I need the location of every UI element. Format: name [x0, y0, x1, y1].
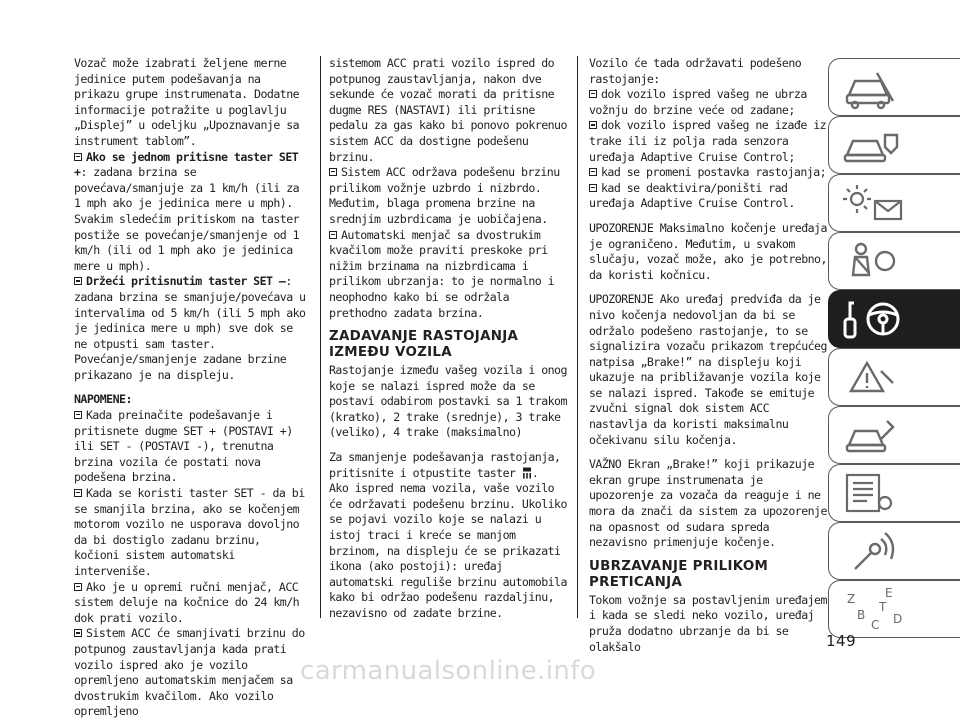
tab-car-dashboard[interactable] — [828, 58, 960, 116]
note-item — [74, 486, 310, 580]
index-letter: D — [893, 612, 903, 626]
note-text: Sistem ACC će smanjivati brzinu do potpunog zaustavljanja kada prati vozilo ispred ako je vozilo opremljeno automatskim menjačem sa dvostrukim kvačilom. Ako vozilo opremljeno — [74, 626, 305, 719]
tab-index[interactable] — [828, 580, 960, 638]
bullet-icon — [589, 121, 597, 129]
service-wrench-car-icon — [841, 413, 901, 459]
paragraph-no-vehicle: Ako ispred nema vozila, vaše vozilo će održavati podešenu brzinu. Ukoliko se pojavi vozilo koje se nalazi u istoj traci i kreće se manjom brzinom, na displeju će se prikazati ikona (ako postoji): uređaj automatski reguliše brzinu automobila kako bi održao podešenu razdaljinu, nezavisno od zadate brzine. — [329, 481, 567, 620]
car-dashboard-icon — [841, 65, 901, 111]
tab-warning-lights[interactable] — [828, 174, 960, 232]
note-text: Kada se koristi taster SET - da bi se smanjila brzina, ako se kočenjem motorom vozilo ne usporava dovoljno da bi dostiglo zadanu brzinu, kočioni sistem automatski interveniše. — [74, 486, 305, 578]
text-column-1 — [74, 56, 310, 720]
bullet-icon — [589, 90, 597, 98]
paragraph-overtaking: Tokom vožnje sa postavljenim uređajem i kada se sledi neko vozilo, uređaj pruža dodatno ubrzanje da bi se olakšalo — [589, 592, 827, 654]
bullet-icon — [74, 277, 82, 285]
section-heading-overtaking: UBRZAVANJE PRILIKOM PRETICANJA — [589, 558, 769, 590]
bullet-set-plus — [74, 150, 310, 275]
paragraph-maintain: Vozilo će tada održavati podešeno rastojanje: — [589, 56, 802, 86]
emergency-triangle-wrench-icon — [841, 355, 901, 401]
bullet-item — [329, 165, 569, 227]
bullet-item — [589, 165, 827, 181]
bullet-text: dok vozilo ispred vašeg ne izađe iz trake ili iz polja rada senzora uređaja Adaptive Cruise Control; — [589, 118, 827, 164]
index-letter: Z — [847, 592, 856, 606]
warning-braking: UPOZORENJE Maksimalno kočenje uređaja je ograničeno. Međutim, u svakom slučaju, vozač može, ako je potrebno, da koristi kočnicu. — [589, 220, 827, 282]
bullet-head: Držeći pritisnutim taster SET – — [86, 274, 286, 289]
bullet-text: dok vozilo ispred vašeg ne ubrza vožnju do brzine veće od zadane; — [589, 87, 807, 117]
distance-button-icon — [522, 467, 532, 479]
tab-seatbelt-airbag[interactable] — [828, 232, 960, 290]
index-letter: C — [871, 618, 880, 632]
tab-technical-data[interactable] — [828, 464, 960, 522]
bullet-text: : zadana brzina se smanjuje/povećava u intervalima od 5 km/h (ili 5 mph ako je jedinica mere u mph) sve dok se ne otpusti sam taster. Povećanje/smanjenje zadane brzine prikazano je na displeju. — [74, 274, 306, 382]
warning-lights-envelope-icon — [841, 181, 911, 227]
paragraph-units: Vozač može izabrati željene merne jedinice putem podešavanja na prikazu grupe instrumenata. Dodatne informacije potražite u poglavlju „Displej” u odeljku „Upoznavanje sa instrument tablom”. — [74, 56, 300, 148]
bullet-icon — [74, 489, 82, 497]
column-divider — [577, 56, 578, 618]
page-number: 149 — [826, 632, 857, 650]
warning-brake-display: UPOZORENJE Ako uređaj predviđa da je nivo kočenja nedovoljan da bi se održalo podešeno rastojanje, to se signalizira vozaču prikazom trepćućeg natpisa „Brake!” na displeju koji ukazuje na približavanje vozila koje se nalazi ispred. Takođe se emituje zvučni signal dok sistem ACC nastavlja da koristi maksimalnu očekivanu silu kočenja. — [589, 292, 827, 447]
important-note: VAŽNO Ekran „Brake!” koji prikazuje ekran grupe instrumenata je upozorenje za vozača da reaguje i ne mora da znači da sistem za upozorenje na opasnost od sudara spreda nezavisno primenjuje kočenje. — [589, 457, 827, 550]
section-heading-distance: ZADAVANJE RASTOJANJA IZMEĐU VOZILA — [329, 329, 519, 361]
bullet-icon — [74, 411, 82, 419]
tab-multimedia[interactable] — [828, 522, 960, 580]
bullet-item — [589, 87, 827, 118]
bullet-icon — [589, 184, 597, 192]
paragraph-distance: Rastojanje između vašeg vozila i onog koje se nalazi ispred može da se postavi odabirom postavki sa 1 trakom (kratko), 2 trake (srednje), 3 trake (veliko), 4 trake (maksimalno) — [329, 363, 567, 440]
text-column-3 — [589, 56, 827, 655]
paragraph-acc-stop: sistemom ACC prati vozilo ispred do potpunog zaustavljanja, nakon dve sekunde će vozač morati da pritisne dugme RES (NASTAVI) ili pritisne pedalu za gas kako bi ponovo pokrenuo sistem ACC da dostigne podešenu brzinu. — [329, 56, 567, 164]
tab-car-safety[interactable] — [828, 116, 960, 174]
tab-starting-driving[interactable] — [828, 290, 960, 348]
paragraph-reduce-distance: Za smanjenje podešavanja rastojanja, pritisnite i otpustite taster . — [329, 450, 561, 480]
bullet-head: Ako se jednom pritisne taster SET + — [74, 149, 299, 180]
tab-service[interactable] — [828, 406, 960, 464]
bullet-item — [589, 118, 827, 165]
index-letter: B — [857, 608, 866, 622]
bullet-text: : zadana brzina se povećava/smanjuje za 1 km/h (ili za 1 mph ako je jedinica mere u mph). Svakim sledećim pritiskom na taster postiže se povećanje/smanjenje od 1 km/h (ili od 1 mph ako je jedinica mere u mph). — [74, 165, 300, 273]
bullet-text: kad se deaktivira/poništi rad uređaja Adaptive Cruise Control. — [589, 180, 795, 211]
key-steering-wheel-icon — [841, 297, 911, 343]
bullet-icon — [74, 153, 82, 161]
bullet-icon — [74, 629, 82, 637]
notes-heading: NAPOMENE: — [74, 392, 132, 407]
multimedia-icon — [841, 529, 901, 575]
bullet-item — [589, 181, 827, 212]
technical-data-icon — [841, 471, 901, 517]
bullet-icon — [74, 583, 82, 591]
note-text: Ako je u opremi ručni menjač, ACC sistem deluje na kočnice do 24 km/h dok prati vozilo. — [74, 579, 300, 625]
bullet-set-minus — [74, 274, 310, 383]
bullet-text: kad se promeni postavka rastojanja; — [601, 165, 827, 180]
watermark: carmanualsonline.info — [300, 656, 597, 686]
index-letter: E — [885, 586, 893, 600]
car-safety-icon — [841, 123, 901, 169]
note-item — [74, 580, 310, 627]
tab-emergency[interactable] — [828, 348, 960, 406]
index-letter: T — [879, 600, 887, 614]
note-text: Kada preinačite podešavanje i pritisnete dugme SET + (POSTAVI +) ili SET - (POSTAVI -), trenutna brzina vozila će postati nova podešena brzina. — [74, 408, 293, 485]
bullet-text: Sistem ACC održava podešenu brzinu prilikom vožnje uzbrdo i nizbrdo. Međutim, blaga promena brzine na srednjim uzbrdicama je uobičajena. — [329, 165, 560, 226]
alphabetical-index-icon — [841, 587, 911, 633]
bullet-icon — [589, 168, 597, 176]
bullet-icon — [329, 231, 337, 239]
note-item — [74, 626, 310, 720]
seat-belt-airbag-icon — [841, 239, 901, 285]
bullet-item — [329, 228, 569, 322]
note-item — [74, 408, 310, 486]
bullet-icon — [329, 168, 337, 176]
bullet-text: Automatski menjač sa dvostrukim kvačilom može praviti preskoke pri nižim brzinama na nizbrdicama i prilikom ubrzanja: to je normalno i neophodno kako bi se održala prethodno zadata brzina. — [329, 227, 555, 320]
paragraph-text: Za smanjenje podešavanja rastojanja, pritisnite i otpustite taster — [329, 450, 561, 480]
column-divider — [320, 56, 321, 618]
text-column-2 — [329, 56, 569, 622]
